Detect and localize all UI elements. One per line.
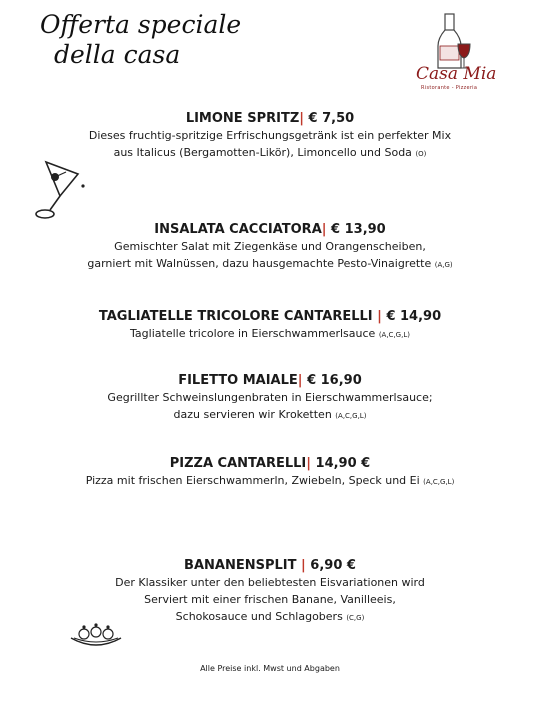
item-description-text: Pizza mit frischen Eierschwammerln, Zwiebeln, Speck und Ei [85,474,420,487]
menu-item-pizza-cantarelli [0,455,540,491]
menu-item-tagliatelle-tricolore [0,308,540,344]
allergen-codes: (A,G) [434,261,453,269]
item-name: PIZZA CANTARELLI [169,456,307,471]
item-name: FILETTO MAIALE [178,373,298,388]
menu-item-limone-spritz [0,110,540,163]
item-description-line: Der Klassiker unter den beliebtesten Eisvariationen wird [115,576,425,589]
title-line-1: Offerta speciale [40,10,242,39]
item-description-line: Gemischter Salat mit Ziegenkäse und Orangenscheiben, [114,240,426,253]
allergen-codes: (A,C,G,L) [378,331,410,339]
price-footnote: Alle Preise inkl. Mwst und Abgaben [200,664,340,673]
price-separator: | [321,222,327,237]
item-description-line [0,608,540,627]
item-description-line [0,406,540,425]
allergen-codes: (O) [415,150,427,158]
item-description-line [0,472,540,491]
menu-item-filetto-maiale [0,372,540,425]
item-description-text: aus Italicus (Bergamotten-Likör), Limoncello und Soda [113,146,412,159]
item-price: 6,90 € [310,558,356,573]
logo-subtitle: Ristorante - Pizzeria [421,85,478,91]
item-heading [0,557,540,574]
price-separator: | [301,558,306,573]
price-separator: | [377,309,382,324]
item-heading [0,221,540,238]
allergen-codes: (A,C,G,L) [335,412,367,420]
item-description-text: dazu servieren wir Kroketten [173,408,332,421]
item-heading [0,372,540,389]
price-separator: | [299,111,304,126]
item-description-line [0,144,540,163]
item-description-text: Schokosauce und Schlagobers [175,610,343,623]
page-title [40,10,241,70]
item-name: LIMONE SPRITZ [185,111,300,126]
menu-item-insalata-cacciatora [0,221,540,274]
item-description-text: Tagliatelle tricolore in Eierschwammerlsauce [130,327,376,340]
allergen-codes: (C,G) [346,614,365,622]
item-name: TAGLIATELLE TRICOLORE CANTARELLI [98,309,373,324]
price-separator: | [297,373,303,388]
menu-item-bananensplit [0,557,540,627]
item-description-line: Dieses fruchtig-spritzige Erfrischungsgetränk ist ein perfekter Mix [88,129,452,142]
item-description-line [0,325,540,344]
item-description-line [0,255,540,274]
item-heading [0,308,540,325]
title-line-2: della casa [54,40,181,69]
item-heading [0,110,540,127]
item-name: BANANENSPLIT [184,558,297,573]
item-heading [0,455,540,472]
item-price: 14,90 € [315,456,371,471]
item-description-line: Serviert mit einer frischen Banane, Vanilleeis, [144,593,396,606]
item-name: INSALATA CACCIATORA [154,222,322,237]
logo-name: Casa Mia [416,64,497,84]
item-price: € 7,50 [308,111,355,126]
item-description-text: garniert mit Walnüssen, dazu hausgemachte Pesto-Vinaigrette [87,257,432,270]
item-price: € 16,90 [307,373,362,388]
allergen-codes: (A,C,G,L) [423,478,455,486]
item-price: € 13,90 [331,222,386,237]
price-separator: | [306,456,311,471]
item-price: € 14,90 [386,309,442,324]
item-description-line: Gegrillter Schweinslungenbraten in Eierschwammerlsauce; [107,391,433,404]
